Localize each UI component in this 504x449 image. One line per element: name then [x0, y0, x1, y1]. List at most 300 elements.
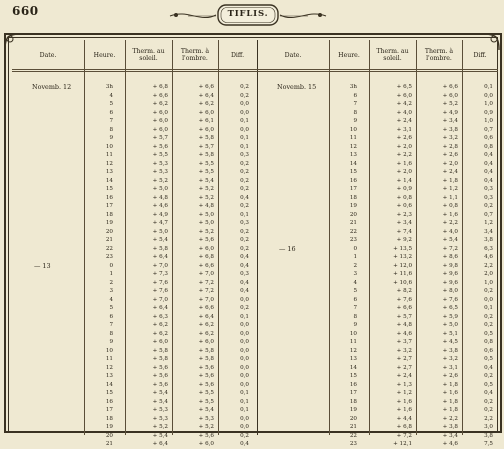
hour-cell: 19: [105, 220, 113, 226]
therm-sun-cell: + 2,7: [396, 356, 412, 362]
diff-cell: 0,4: [484, 160, 493, 167]
diff-cell: 0,1: [484, 305, 493, 311]
diff-cell: 0,3: [240, 152, 249, 158]
hour-cell: 9: [109, 339, 113, 345]
hour-cell: 13: [105, 169, 113, 175]
therm-shade-cell: + 3,2: [442, 135, 458, 141]
therm-sun-cell: + 13,2: [393, 254, 412, 260]
therm-shade-cell: + 7,6: [442, 296, 458, 303]
therm-shade-cell: + 5,4: [198, 407, 214, 413]
therm-shade-cell: + 5,2: [198, 194, 214, 201]
hour-cell: 1: [353, 254, 357, 260]
therm-sun-cell: + 0,6: [396, 203, 412, 209]
hour-cell: 3h: [349, 84, 357, 90]
therm-shade-cell: + 2,6: [442, 373, 458, 379]
hour-cell: 9: [353, 322, 357, 328]
diff-cell: 0,1: [240, 407, 249, 413]
therm-shade-cell: + 7,2: [442, 245, 458, 252]
hour-cell: 0: [353, 245, 357, 252]
therm-sun-cell: + 4,7: [152, 220, 168, 226]
therm-shade-cell: + 6,0: [198, 441, 214, 447]
diff-cell: 0,0: [484, 92, 493, 99]
therm-sun-cell: + 7,2: [396, 432, 412, 439]
hour-cell: 10: [349, 330, 357, 337]
hour-cell: 18: [349, 194, 357, 201]
therm-sun-cell: + 6,0: [396, 92, 412, 99]
therm-shade-cell: + 4,9: [442, 109, 458, 116]
therm-sun-cell: + 6,0: [152, 109, 168, 116]
hour-cell: 12: [349, 347, 357, 354]
title-ornament: [168, 1, 328, 31]
diff-cell: 0,2: [484, 313, 493, 320]
hour-cell: 14: [349, 364, 357, 371]
therm-shade-cell: + 5,0: [198, 211, 214, 218]
hour-cell: 13: [349, 356, 357, 362]
therm-shade-cell: + 6,1: [198, 118, 214, 124]
diff-cell: 0,2: [484, 322, 493, 328]
hour-cell: 14: [105, 381, 113, 388]
diff-cell: 0,7: [484, 211, 493, 218]
diff-cell: 0,0: [240, 364, 249, 371]
hour-cell: 23: [349, 441, 357, 447]
therm-shade-cell: + 6,0: [442, 92, 458, 99]
diff-cell: 0,2: [484, 203, 493, 209]
therm-shade-cell: + 9,6: [442, 271, 458, 277]
diff-cell: 0,4: [484, 364, 493, 371]
therm-sun-cell: + 6,6: [396, 305, 412, 311]
therm-shade-cell: + 5,6: [198, 432, 214, 439]
diff-cell: 0,4: [240, 194, 249, 201]
diff-cell: 0,1: [484, 84, 493, 90]
therm-shade-cell: + 2,8: [442, 143, 458, 150]
hour-cell: 10: [349, 126, 357, 133]
therm-shade-cell: + 6,4: [198, 92, 214, 99]
therm-sun-cell: + 6,8: [396, 424, 412, 430]
diff-cell: 0,0: [240, 296, 249, 303]
therm-sun-cell: + 5,8: [152, 356, 168, 362]
hour-cell: 7: [109, 118, 113, 124]
diff-cell: 0,0: [240, 322, 249, 328]
therm-sun-cell: + 6,2: [152, 322, 168, 328]
right-therm-shade-column: [420, 83, 458, 449]
diff-cell: 3,4: [484, 228, 493, 235]
therm-shade-cell: + 8,0: [442, 288, 458, 294]
therm-sun-cell: + 5,2: [152, 424, 168, 430]
therm-shade-cell: + 5,4: [198, 177, 214, 184]
date-label: Novemb. 12: [32, 83, 72, 91]
hour-cell: 11: [105, 356, 113, 362]
hour-cell: 15: [105, 390, 113, 396]
diff-cell: 0,0: [240, 109, 249, 116]
therm-shade-cell: + 1,8: [442, 381, 458, 388]
hour-cell: 8: [109, 330, 113, 337]
diff-cell: 0,4: [240, 254, 249, 260]
therm-sun-cell: + 6,4: [152, 254, 168, 260]
hour-cell: 3: [353, 271, 357, 277]
therm-sun-cell: + 7,6: [152, 288, 168, 294]
hour-cell: 17: [105, 203, 113, 209]
header-diff: Diff.: [230, 51, 245, 59]
therm-shade-cell: + 6,0: [198, 339, 214, 345]
diff-cell: 3,8: [484, 237, 493, 243]
hour-cell: 16: [349, 381, 357, 388]
hour-cell: 6: [109, 313, 113, 320]
therm-shade-cell: + 9,6: [442, 279, 458, 286]
diff-cell: 0,3: [240, 271, 249, 277]
hour-cell: 2: [109, 279, 113, 286]
therm-shade-cell: + 6,2: [198, 101, 214, 107]
therm-sun-cell: + 6,2: [152, 101, 168, 107]
therm-sun-cell: + 5,3: [152, 169, 168, 175]
diff-cell: 0,4: [240, 288, 249, 294]
diff-cell: 0,4: [240, 279, 249, 286]
therm-sun-cell: + 5,8: [152, 347, 168, 354]
hour-cell: 23: [349, 237, 357, 243]
diff-cell: 0,3: [484, 194, 493, 201]
header-diff: Diff.: [473, 51, 487, 59]
hour-cell: 5: [109, 101, 113, 107]
therm-shade-cell: + 0,8: [442, 203, 458, 209]
hour-cell: 22: [349, 228, 357, 235]
therm-shade-cell: + 2,4: [442, 169, 458, 175]
therm-shade-cell: + 5,6: [198, 373, 214, 379]
diff-cell: 1,2: [484, 220, 493, 226]
therm-sun-cell: + 5,0: [152, 228, 168, 235]
hour-cell: 17: [105, 407, 113, 413]
hour-cell: 14: [349, 160, 357, 167]
hour-cell: 4: [109, 296, 113, 303]
therm-sun-cell: + 7,3: [152, 271, 168, 277]
therm-shade-cell: + 5,8: [198, 135, 214, 141]
diff-cell: 1,0: [484, 279, 493, 286]
therm-sun-cell: + 5,8: [152, 245, 168, 252]
hour-cell: 16: [349, 177, 357, 184]
left-therm-shade-column: [176, 83, 214, 449]
therm-sun-cell: + 1,3: [396, 381, 412, 388]
hour-cell: 8: [353, 109, 357, 116]
therm-sun-cell: + 5,4: [152, 390, 168, 396]
hour-cell: 6: [353, 296, 357, 303]
diff-cell: 0,8: [484, 143, 493, 150]
diff-cell: 2,0: [484, 271, 493, 277]
page-title: TIFLIS.: [227, 9, 269, 19]
diff-cell: 0,0: [240, 126, 249, 133]
diff-cell: 0,2: [240, 160, 249, 167]
hour-cell: 18: [349, 398, 357, 405]
therm-sun-cell: + 7,4: [396, 228, 412, 235]
diff-cell: 1,0: [484, 118, 493, 124]
therm-shade-cell: + 3,2: [442, 356, 458, 362]
hour-cell: 15: [105, 186, 113, 192]
therm-sun-cell: + 5,3: [152, 415, 168, 422]
therm-shade-cell: + 5,5: [198, 169, 214, 175]
diff-cell: 0,1: [240, 398, 249, 405]
diff-cell: 0,1: [240, 118, 249, 124]
therm-shade-cell: + 2,2: [442, 220, 458, 226]
diff-cell: 0,3: [240, 220, 249, 226]
therm-sun-cell: + 4,8: [152, 194, 168, 201]
diff-cell: 0,6: [484, 347, 493, 354]
therm-sun-cell: + 4,4: [396, 415, 412, 422]
diff-cell: 6,3: [484, 245, 493, 252]
therm-shade-cell: + 6,6: [198, 84, 214, 90]
therm-shade-cell: + 5,9: [442, 313, 458, 320]
therm-shade-cell: + 7,0: [198, 296, 214, 303]
therm-sun-cell: + 2,3: [396, 211, 412, 218]
therm-sun-cell: + 5,6: [152, 364, 168, 371]
therm-sun-cell: + 5,0: [152, 186, 168, 192]
therm-sun-cell: + 1,2: [396, 390, 412, 396]
header-hour: Heure.: [93, 51, 116, 59]
diff-cell: 0,2: [240, 228, 249, 235]
therm-sun-cell: + 6,3: [152, 313, 168, 320]
hour-cell: 17: [349, 186, 357, 192]
hour-cell: 21: [349, 424, 357, 430]
therm-shade-cell: + 4,0: [442, 228, 458, 235]
therm-shade-cell: + 6,0: [198, 109, 214, 116]
page-number: 660: [12, 4, 39, 18]
hour-cell: 23: [105, 254, 113, 260]
diff-cell: 0,2: [484, 407, 493, 413]
therm-shade-cell: + 6,8: [198, 254, 214, 260]
hour-cell: 18: [105, 211, 113, 218]
diff-cell: 0,1: [240, 211, 249, 218]
diff-cell: 0,2: [240, 84, 249, 90]
hour-cell: 12: [349, 143, 357, 150]
hour-cell: 14: [105, 177, 113, 184]
therm-shade-cell: + 7,0: [198, 271, 214, 277]
hour-cell: 21: [105, 441, 113, 447]
therm-shade-cell: + 4,5: [442, 339, 458, 345]
therm-shade-cell: + 5,5: [198, 398, 214, 405]
therm-shade-cell: + 6,2: [198, 322, 214, 328]
therm-shade-cell: + 5,0: [442, 322, 458, 328]
diff-cell: 0,5: [484, 356, 493, 362]
diff-cell: 0,2: [240, 169, 249, 175]
hour-cell: 4: [109, 92, 113, 99]
hour-cell: 19: [349, 203, 357, 209]
diff-cell: 0,2: [484, 373, 493, 379]
hour-cell: 20: [105, 228, 113, 235]
hour-cell: 17: [349, 390, 357, 396]
therm-sun-cell: + 7,0: [152, 262, 168, 269]
hour-cell: 9: [109, 135, 113, 141]
therm-shade-cell: + 5,8: [198, 347, 214, 354]
therm-shade-cell: + 5,8: [198, 152, 214, 158]
therm-sun-cell: + 12,1: [393, 441, 412, 447]
therm-sun-cell: + 4,6: [396, 330, 412, 337]
therm-shade-cell: + 6,5: [442, 305, 458, 311]
therm-shade-cell: + 5,7: [198, 143, 214, 150]
therm-sun-cell: + 3,7: [396, 339, 412, 345]
diff-cell: 0,2: [484, 288, 493, 294]
hour-cell: 22: [105, 245, 113, 252]
header-therm-sun: Therm. au soleil.: [376, 48, 409, 62]
diff-cell: 7,5: [484, 441, 493, 447]
hour-cell: 20: [105, 432, 113, 439]
therm-sun-cell: + 6,0: [152, 339, 168, 345]
therm-shade-cell: + 5,2: [442, 101, 458, 107]
left-diff-column: [218, 83, 249, 449]
diff-cell: 0,7: [484, 126, 493, 133]
therm-sun-cell: + 5,4: [152, 398, 168, 405]
therm-sun-cell: + 4,9: [152, 211, 168, 218]
therm-sun-cell: + 13,5: [393, 245, 412, 252]
diff-cell: 0,2: [240, 203, 249, 209]
hour-cell: 2: [353, 262, 357, 269]
diff-cell: 0,2: [240, 186, 249, 192]
diff-cell: 0,6: [484, 135, 493, 141]
diff-cell: 0,8: [484, 339, 493, 345]
therm-sun-cell: + 2,0: [396, 169, 412, 175]
therm-shade-cell: + 5,2: [198, 228, 214, 235]
therm-sun-cell: + 10,6: [393, 279, 412, 286]
hour-cell: 20: [349, 211, 357, 218]
therm-sun-cell: + 11,6: [393, 271, 412, 277]
hour-cell: 3: [109, 288, 113, 294]
hour-cell: 21: [349, 220, 357, 226]
diff-cell: 0,5: [484, 330, 493, 337]
therm-sun-cell: + 2,4: [396, 118, 412, 124]
therm-shade-cell: + 3,8: [442, 347, 458, 354]
diff-cell: 0,0: [240, 424, 249, 430]
therm-sun-cell: + 0,9: [396, 186, 412, 192]
therm-sun-cell: + 12,0: [393, 262, 412, 269]
therm-sun-cell: + 5,6: [152, 373, 168, 379]
diff-cell: 3,8: [484, 432, 493, 439]
diff-cell: 0,4: [484, 169, 493, 175]
therm-sun-cell: + 4,6: [152, 203, 168, 209]
hour-cell: 12: [105, 160, 113, 167]
therm-sun-cell: + 4,2: [396, 101, 412, 107]
therm-sun-cell: + 6,5: [396, 84, 412, 90]
therm-shade-cell: + 5,5: [198, 160, 214, 167]
therm-shade-cell: + 6,0: [198, 126, 214, 133]
therm-sun-cell: + 5,3: [152, 160, 168, 167]
diff-cell: 0,1: [240, 313, 249, 320]
therm-shade-cell: + 6,4: [198, 313, 214, 320]
diff-cell: 0,1: [240, 390, 249, 396]
therm-shade-cell: + 2,2: [442, 415, 458, 422]
therm-shade-cell: + 1,8: [442, 398, 458, 405]
therm-shade-cell: + 3,4: [442, 118, 458, 124]
therm-shade-cell: + 3,4: [442, 432, 458, 439]
diff-cell: 2,2: [484, 262, 493, 269]
therm-shade-cell: + 1,6: [442, 390, 458, 396]
right-therm-sun-column: [373, 83, 412, 449]
diff-cell: 0,4: [484, 152, 493, 158]
diff-cell: 0,2: [240, 92, 249, 99]
hour-cell: 0: [109, 262, 113, 269]
hour-cell: 5: [109, 305, 113, 311]
therm-shade-cell: + 5,5: [198, 390, 214, 396]
therm-sun-cell: + 5,4: [152, 432, 168, 439]
diff-cell: 4,6: [484, 254, 493, 260]
date-label: — 16: [279, 244, 296, 253]
therm-sun-cell: + 2,4: [396, 373, 412, 379]
therm-shade-cell: + 6,6: [442, 84, 458, 90]
hour-cell: 1: [109, 271, 113, 277]
therm-sun-cell: + 9,2: [396, 237, 412, 243]
header-hour: Heure.: [338, 51, 360, 59]
hour-cell: 10: [105, 347, 113, 354]
hour-cell: 6: [353, 92, 357, 99]
hour-cell: 16: [105, 194, 113, 201]
therm-shade-cell: + 5,4: [442, 237, 458, 243]
diff-cell: 0,4: [240, 441, 249, 447]
therm-sun-cell: + 5,6: [152, 381, 168, 388]
hour-cell: 13: [349, 152, 357, 158]
left-therm-sun-column: [129, 83, 168, 449]
diff-cell: 0,2: [240, 432, 249, 439]
therm-sun-cell: + 7,6: [152, 279, 168, 286]
diff-cell: 0,0: [240, 101, 249, 107]
therm-sun-cell: + 5,5: [152, 152, 168, 158]
hour-cell: 8: [109, 126, 113, 133]
therm-shade-cell: + 8,6: [442, 254, 458, 260]
therm-shade-cell: + 5,6: [198, 364, 214, 371]
hour-cell: 8: [353, 313, 357, 320]
therm-shade-cell: + 6,0: [198, 245, 214, 252]
therm-sun-cell: + 3,2: [396, 347, 412, 354]
therm-sun-cell: + 5,7: [152, 135, 168, 141]
diff-cell: 0,1: [240, 135, 249, 141]
therm-sun-cell: + 3,4: [396, 220, 412, 226]
therm-sun-cell: + 5,2: [152, 177, 168, 184]
therm-shade-cell: + 1,8: [442, 407, 458, 413]
therm-sun-cell: + 4,0: [396, 109, 412, 116]
hour-cell: 21: [105, 237, 113, 243]
header-therm-shade: Therm. à l'ombre.: [180, 48, 210, 62]
diff-cell: 0,2: [240, 245, 249, 252]
therm-shade-cell: + 6,6: [198, 305, 214, 311]
hour-cell: 16: [105, 398, 113, 405]
therm-shade-cell: + 4,6: [442, 441, 458, 447]
therm-sun-cell: + 0,8: [396, 194, 412, 201]
diff-cell: 0,4: [484, 390, 493, 396]
diff-cell: 0,0: [240, 415, 249, 422]
therm-shade-cell: + 7,2: [198, 279, 214, 286]
header-therm-shade: Therm. à l'ombre.: [424, 48, 454, 62]
hour-cell: 11: [349, 339, 357, 345]
observation-table: [12, 40, 498, 447]
hour-cell: 9: [353, 118, 357, 124]
diff-cell: 0,4: [240, 262, 249, 269]
hour-cell: 7: [109, 322, 113, 328]
therm-sun-cell: + 6,4: [152, 305, 168, 311]
therm-shade-cell: + 7,2: [198, 288, 214, 294]
therm-sun-cell: + 5,4: [152, 237, 168, 243]
therm-sun-cell: + 1,6: [396, 160, 412, 167]
date-label: Novemb. 15: [277, 83, 317, 91]
therm-shade-cell: + 1,6: [442, 211, 458, 218]
header-therm-sun: Therm. au soleil.: [132, 48, 165, 62]
therm-sun-cell: + 4,8: [396, 322, 412, 328]
diff-cell: 0,5: [484, 381, 493, 388]
left-hour-column: [84, 83, 113, 449]
therm-sun-cell: + 1,6: [396, 407, 412, 413]
hour-cell: 11: [349, 135, 357, 141]
hour-cell: 18: [105, 415, 113, 422]
diff-cell: 0,0: [240, 356, 249, 362]
therm-sun-cell: + 7,6: [396, 296, 412, 303]
diff-cell: 0,2: [240, 305, 249, 311]
hour-cell: 19: [349, 407, 357, 413]
therm-sun-cell: + 2,6: [396, 135, 412, 141]
hour-cell: 7: [353, 101, 357, 107]
therm-sun-cell: + 1,6: [396, 398, 412, 405]
right-hour-column: [329, 83, 357, 449]
